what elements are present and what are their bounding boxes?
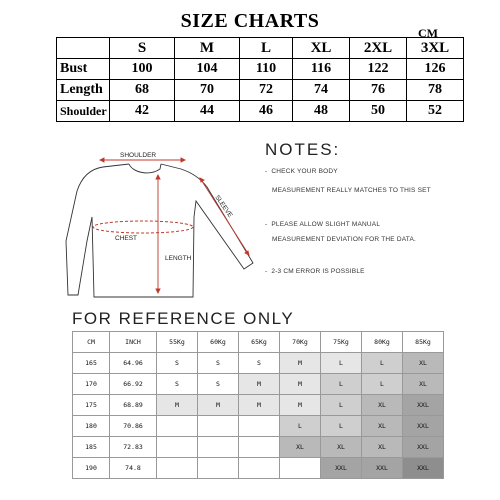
size-header-cell: 2XL (350, 38, 407, 59)
reference-header-cell: 60Kg (198, 332, 239, 353)
reference-cell: XXL (403, 458, 444, 479)
reference-cell: S (239, 353, 280, 374)
reference-cell (157, 437, 198, 458)
reference-cell: S (198, 374, 239, 395)
reference-header-cell: 85Kg (403, 332, 444, 353)
size-cell: 104 (175, 59, 240, 80)
reference-cell: 190 (73, 458, 110, 479)
shirt-outline (66, 164, 253, 297)
reference-header-cell: 55Kg (157, 332, 198, 353)
reference-header-cell: CM (73, 332, 110, 353)
reference-row (73, 458, 444, 479)
size-cell: 44 (175, 101, 240, 122)
reference-cell (157, 416, 198, 437)
reference-cell: L (321, 416, 362, 437)
reference-cell: XXL (403, 395, 444, 416)
measurement-guides (100, 158, 249, 293)
reference-cell: 170 (73, 374, 110, 395)
reference-cell: M (280, 395, 321, 416)
reference-cell: 180 (73, 416, 110, 437)
reference-cell: M (280, 353, 321, 374)
note-line (265, 268, 365, 275)
reference-row (73, 353, 444, 374)
reference-header-cell: 80Kg (362, 332, 403, 353)
size-cell: 68 (110, 80, 175, 101)
reference-cell: XL (362, 437, 403, 458)
reference-cell (198, 416, 239, 437)
reference-cell: 185 (73, 437, 110, 458)
note-text: CHECK YOUR BODY (271, 168, 338, 175)
size-cell: 70 (175, 80, 240, 101)
reference-cell: 66.92 (110, 374, 157, 395)
size-header-cell: S (110, 38, 175, 59)
size-cell: 50 (350, 101, 407, 122)
note-line (265, 221, 380, 228)
size-row-label: Length (57, 80, 110, 101)
note-dash: - (265, 221, 268, 228)
reference-cell: XXL (403, 416, 444, 437)
size-cell: 122 (350, 59, 407, 80)
reference-cell (239, 458, 280, 479)
reference-table (72, 331, 444, 479)
reference-cell: L (321, 395, 362, 416)
reference-header-cell: 70Kg (280, 332, 321, 353)
size-cell: 116 (293, 59, 350, 80)
size-cell: 46 (240, 101, 293, 122)
reference-cell (280, 458, 321, 479)
size-cell: 48 (293, 101, 350, 122)
reference-cell (157, 458, 198, 479)
reference-header-row (73, 332, 444, 353)
reference-cell: 74.8 (110, 458, 157, 479)
size-header-cell: L (240, 38, 293, 59)
reference-cell (239, 437, 280, 458)
reference-cell: XL (403, 353, 444, 374)
reference-cell: XXL (403, 437, 444, 458)
size-row-label: Shoulder (57, 101, 110, 122)
reference-cell: XL (403, 374, 444, 395)
size-cell: 52 (407, 101, 464, 122)
reference-cell: L (321, 353, 362, 374)
reference-row (73, 416, 444, 437)
size-row (57, 101, 464, 122)
reference-cell: 165 (73, 353, 110, 374)
reference-cell: L (362, 374, 403, 395)
reference-cell: XXL (362, 458, 403, 479)
reference-cell: L (321, 374, 362, 395)
reference-cell: M (157, 395, 198, 416)
note-line (265, 168, 338, 175)
unit-label: CM (418, 26, 438, 40)
size-cell: 100 (110, 59, 175, 80)
chest-label: CHEST (115, 235, 138, 242)
note-line: MEASUREMENT REALLY MATCHES TO THIS SET (272, 187, 431, 194)
size-cell: 110 (240, 59, 293, 80)
page-title: SIZE CHARTS (180, 10, 320, 32)
reference-cell: XL (280, 437, 321, 458)
shoulder-label: SHOULDER (120, 152, 157, 159)
reference-cell: XL (362, 416, 403, 437)
size-cell: 126 (407, 59, 464, 80)
reference-cell: XXL (321, 458, 362, 479)
reference-cell: S (157, 353, 198, 374)
size-header-row (57, 38, 464, 59)
shirt-measurement-diagram (55, 145, 268, 305)
reference-cell: XL (321, 437, 362, 458)
reference-cell: L (280, 416, 321, 437)
reference-cell: M (198, 395, 239, 416)
reference-cell: S (157, 374, 198, 395)
reference-cell: XL (362, 395, 403, 416)
reference-header-cell: 75Kg (321, 332, 362, 353)
reference-row (73, 374, 444, 395)
reference-cell: 175 (73, 395, 110, 416)
size-cell: 72 (240, 80, 293, 101)
reference-cell: M (239, 395, 280, 416)
reference-row (73, 437, 444, 458)
reference-cell: M (239, 374, 280, 395)
size-row (57, 80, 464, 101)
note-dash: - (265, 268, 268, 275)
note-text: 2-3 CM ERROR IS POSSIBLE (271, 268, 365, 275)
size-header-cell: M (175, 38, 240, 59)
reference-cell (239, 416, 280, 437)
sleeve-label: SLEEVE (213, 194, 234, 219)
length-label: LENGTH (165, 255, 192, 262)
reference-cell (198, 437, 239, 458)
reference-cell: L (362, 353, 403, 374)
size-header-cell: XL (293, 38, 350, 59)
size-cell: 42 (110, 101, 175, 122)
notes-title: NOTES: (265, 140, 341, 159)
reference-title: FOR REFERENCE ONLY (72, 309, 295, 328)
size-row (57, 59, 464, 80)
reference-cell (198, 458, 239, 479)
size-cell: 78 (407, 80, 464, 101)
reference-cell: 70.86 (110, 416, 157, 437)
size-cell: 76 (350, 80, 407, 101)
note-line: MEASUREMENT DEVIATION FOR THE DATA. (272, 236, 416, 243)
reference-cell: 64.96 (110, 353, 157, 374)
reference-cell: S (198, 353, 239, 374)
reference-header-cell: 65Kg (239, 332, 280, 353)
note-dash: - (265, 168, 268, 175)
reference-cell: 68.89 (110, 395, 157, 416)
chest-guide (93, 221, 193, 233)
reference-row (73, 395, 444, 416)
reference-header-cell: INCH (110, 332, 157, 353)
note-text: PLEASE ALLOW SLIGHT MANUAL (271, 221, 381, 228)
size-header-corner (57, 38, 110, 59)
reference-cell: 72.83 (110, 437, 157, 458)
size-chart-table (56, 37, 464, 122)
size-header-cell: 3XL (407, 38, 464, 59)
reference-cell: M (280, 374, 321, 395)
size-cell: 74 (293, 80, 350, 101)
size-row-label: Bust (57, 59, 110, 80)
